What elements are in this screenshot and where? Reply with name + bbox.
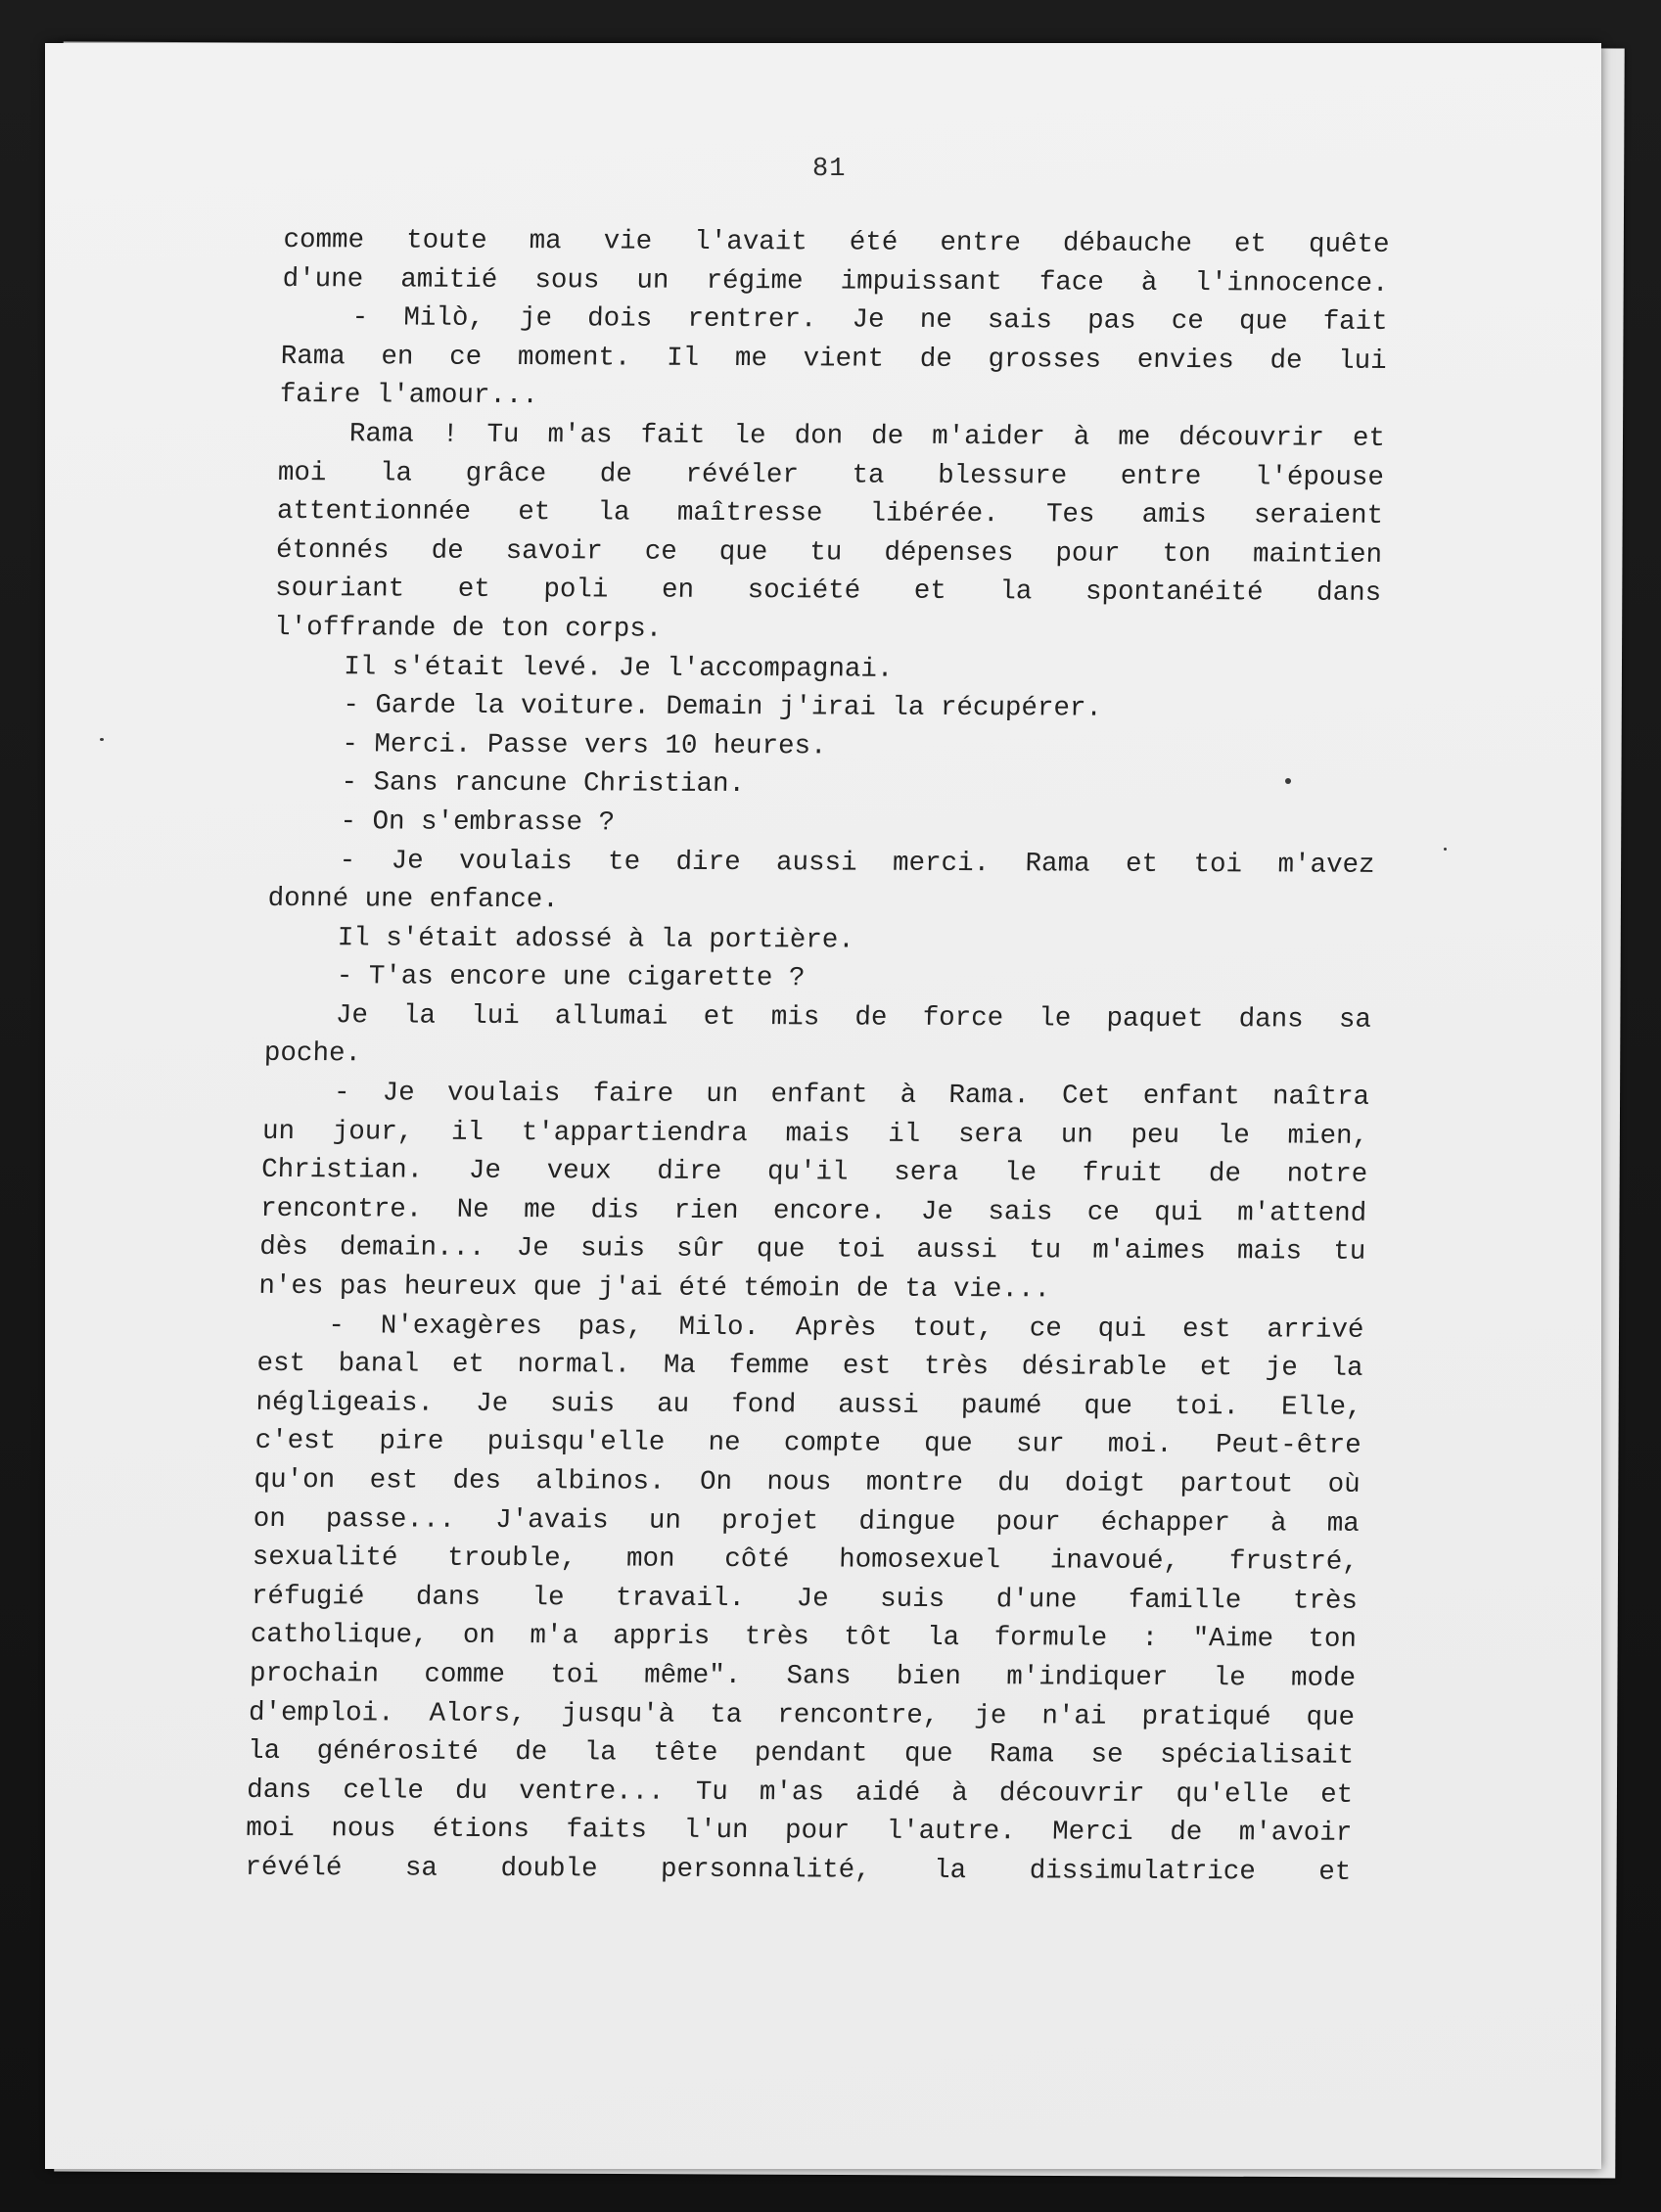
text-line: comme toute ma vie l'avait été entre débauche et quête [283,224,1390,260]
speck-mark [100,738,104,741]
text-line: - Je voulais te dire aussi merci. Rama et toi m'avez [339,845,1375,881]
text-line: dans celle du ventre... Tu m'as aidé à découvrir qu'elle et [246,1774,1354,1811]
text-line: - On s'embrasse ? [340,806,616,839]
text-line: étonnés de savoir ce que tu dépenses pour ton maintien [275,534,1383,571]
text-line: faire l'amour... [279,380,539,412]
text-line: un jour, il t'appartiendra mais il sera un peu le mien, [261,1116,1369,1152]
text-line: d'emploi. Alors, jusqu'à ta rencontre, je n'ai pratiqué que [248,1697,1356,1733]
text-line: qu'on est des albinos. On nous montre du doigt partout où [254,1464,1361,1500]
text-line: moi la grâce de révéler ta blessure entre l'épouse [277,457,1385,493]
text-line: Il s'était levé. Je l'accompagnai. [343,651,894,685]
text-line: c'est pire puisqu'elle ne compte que sur moi. Peut-être [254,1426,1361,1462]
text-line: la générosité de la tête pendant que Rama se spécialisait [247,1736,1355,1772]
text-line: n'es pas heureux que j'ai été témoin de ta vie... [257,1270,1051,1306]
body-text [245,221,1390,1892]
text-line: d'une amitié sous un régime impuissant face à l'innocence. [282,263,1389,300]
speck-mark [1285,778,1291,784]
text-line: souriant et poli en société et la spontanéité dans [274,574,1382,610]
text-line: l'offrande de ton corps. [273,612,663,645]
text-line: on passe... J'avais un projet dingue pour échapper à ma [253,1503,1361,1540]
text-line: - T'as encore une cigarette ? [336,961,806,994]
text-line: Rama ! Tu m'as fait le don de m'aider à me découvrir et [348,419,1386,454]
text-line: catholique, on m'a appris très tôt la formule : "Aime ton [250,1620,1358,1656]
text-line: moi nous étions faits l'un pour l'autre. Merci de m'avoir [245,1814,1353,1850]
text-line: - N'exagères pas, Milo. Après tout, ce qui est arrivé [328,1310,1364,1346]
text-line: Christian. Je veux dire qu'il sera le fruit de notre [260,1155,1368,1191]
text-line: Rama en ce moment. Il me vient de grosses envies de lui [280,341,1388,377]
text-line: Il s'était adossé à la portière. [337,922,855,956]
text-line: négligeais. Je suis au fond aussi paumé que toi. Elle, [255,1387,1362,1423]
text-line: - Je voulais faire un enfant à Rama. Cet enfant naîtra [333,1078,1370,1113]
text-line: - Milò, je dois rentrer. Je ne sais pas ce que fait [351,302,1389,339]
text-line: est banal et normal. Ma femme est très désirable et je la [256,1349,1363,1385]
text-line: révélé sa double personnalité, la dissimulatrice et [244,1852,1352,1888]
text-line: rencontre. Ne me dis rien encore. Je sais ce qui m'attend [259,1193,1367,1229]
text-line: - Sans rancune Christian. [341,767,746,801]
text-line: prochain comme toi même". Sans bien m'indiquer le mode [249,1658,1357,1694]
text-line: attentionnée et la maîtresse libérée. Tes amis seraient [276,496,1384,532]
text-line: dès demain... Je suis sûr que toi aussi tu m'aimes mais tu [258,1232,1366,1268]
text-line: Je la lui allumai et mis de force le paquet dans sa [335,1000,1372,1036]
speck-mark [1444,848,1447,851]
text-line: - Garde la voiture. Demain j'irai la récupérer. [342,690,1103,724]
text-line: donné une enfance. [267,884,560,916]
text-line: sexualité trouble, mon côté homosexuel inavoué, frustré, [252,1543,1360,1578]
text-line: réfugié dans le travail. Je suis d'une famille très [251,1581,1359,1617]
text-line: - Merci. Passe vers 10 heures. [342,728,827,762]
text-line: poche. [263,1038,362,1070]
page-number: 81 [812,155,847,184]
